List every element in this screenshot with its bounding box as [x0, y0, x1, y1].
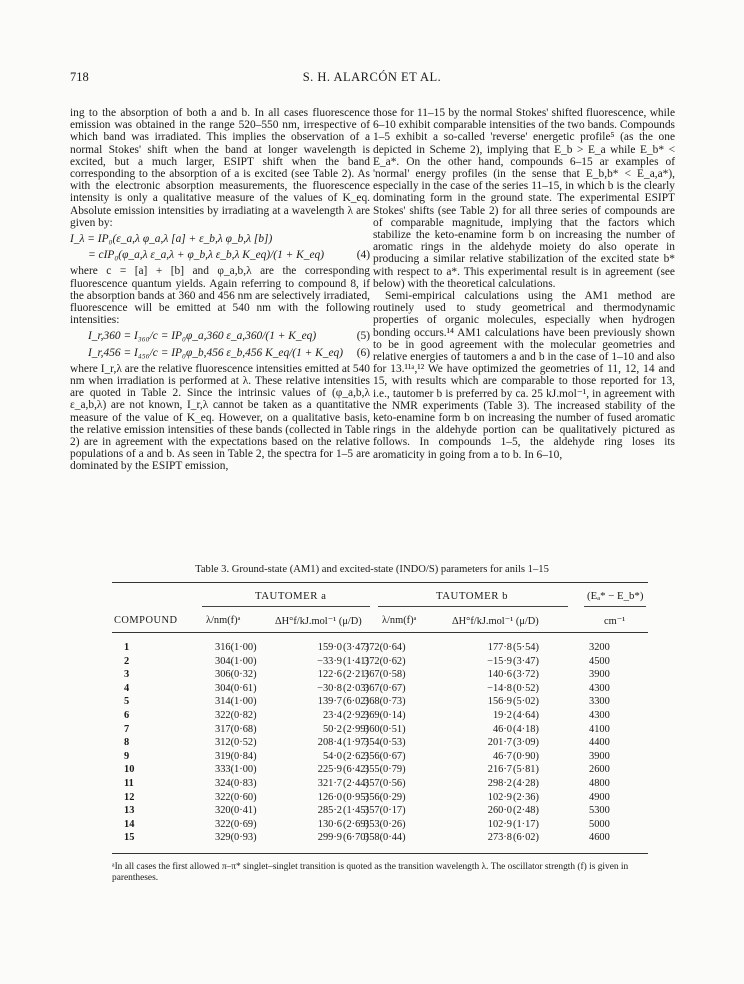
lambda-a-cell: 322(0·82)	[215, 710, 257, 721]
lambda-b-cell: 354(0·53)	[364, 737, 406, 749]
dipole-b-cell: (0·90)	[513, 750, 539, 762]
enthalpy-a-cell: 321·7	[317, 778, 342, 789]
lambda-a-cell: 317(0·68)	[215, 723, 257, 735]
dipole-a-cell: (6·02)	[343, 696, 369, 708]
enthalpy-a-cell: 126·0	[317, 791, 342, 803]
compound-cell: 10	[124, 764, 135, 776]
compound-cell: 4	[124, 682, 130, 694]
lambda-b-cell: 358(0·44)	[364, 832, 406, 844]
enthalpy-b-cell: 156·9	[487, 696, 512, 708]
equation-4-line-2	[70, 249, 370, 261]
table-row	[112, 710, 648, 721]
enthalpy-b-cell: −15·9	[487, 655, 512, 667]
energy-diff-cell: 3200	[589, 642, 610, 653]
enthalpy-b-cell: 46·7	[492, 750, 512, 762]
enthalpy-a-cell: 159·0	[317, 642, 342, 653]
energy-diff-header: (Eₐ* − E_b*)	[587, 590, 644, 602]
energy-diff-cell: 4600	[589, 832, 610, 844]
compound-cell: 5	[124, 696, 130, 708]
table-row	[112, 778, 648, 789]
equation-5-number: (5)	[356, 330, 370, 343]
dipole-a-cell: (3·47)	[343, 642, 369, 653]
dipole-b-cell: (2·48)	[513, 805, 539, 817]
equation-5-text: I_r,360 = I₃₆₀/c = IP₀φ_a,360 ε_a,360/(1 + K_eq)	[88, 330, 317, 343]
enthalpy-b-cell: 102·9	[487, 818, 512, 830]
lambda-a-column-header: λ/nm(f)ᵃ	[206, 615, 241, 626]
dipole-a-cell: (2·69)	[343, 818, 369, 830]
table-bottom-rule	[112, 853, 648, 854]
dipole-b-cell: (3·47)	[513, 655, 539, 667]
energy-diff-rule	[584, 606, 646, 607]
energy-diff-cell: 4800	[589, 778, 610, 789]
enthalpy-b-column-header: ΔH°f/kJ.mol⁻¹ (μ/D)	[452, 616, 539, 627]
enthalpy-a-cell: 50·2	[322, 723, 342, 735]
equation-6-number: (6)	[356, 346, 370, 359]
compound-cell: 9	[124, 750, 130, 762]
lambda-a-cell: 320(0·41)	[215, 805, 257, 817]
compound-cell: 14	[124, 818, 135, 830]
dipole-a-cell: (2·99)	[343, 723, 369, 735]
enthalpy-a-cell: 299·9	[317, 832, 342, 844]
dipole-a-cell: (1·97)	[343, 737, 369, 749]
energy-diff-cell: 4900	[589, 791, 610, 803]
enthalpy-b-cell: 46·0	[492, 723, 512, 735]
table-row	[112, 724, 648, 735]
table-row	[112, 696, 648, 707]
dipole-b-cell: (4·64)	[513, 710, 539, 721]
dipole-a-cell: (2·44)	[343, 778, 369, 789]
dipole-b-cell: (4·28)	[513, 778, 539, 789]
dipole-a-cell: (2·21)	[343, 669, 369, 681]
equation-6-text: I_r,456 = I₄₅₆/c = IP₀φ_b,456 ε_b,456 K_eq/(1 + K_eq)	[88, 346, 344, 359]
table-row	[112, 764, 648, 775]
dipole-b-cell: (3·09)	[513, 737, 539, 749]
dipole-a-cell: (2·92)	[343, 710, 369, 721]
enthalpy-b-cell: 260·0	[487, 805, 512, 817]
running-head: S. H. ALARCÓN ET AL.	[302, 70, 442, 84]
energy-diff-cell: 4100	[589, 723, 610, 735]
enthalpy-a-cell: 139·7	[317, 696, 342, 708]
compound-cell: 11	[124, 778, 134, 789]
table-row	[112, 819, 648, 830]
lambda-b-cell: 357(0·17)	[364, 805, 406, 817]
lambda-b-cell: 353(0·26)	[364, 818, 406, 830]
lambda-a-cell: 306(0·32)	[215, 669, 257, 681]
compound-cell: 2	[124, 655, 130, 667]
lambda-b-cell: 357(0·56)	[364, 778, 406, 789]
table-footnote: ᵃIn all cases the first allowed π–π* singlet–singlet transition is quoted as the transition wavelength λ. The oscillator strength (f) is given in parentheses.	[112, 862, 629, 883]
left-column	[70, 107, 370, 473]
dipole-a-cell: (1·41)	[343, 655, 369, 667]
enthalpy-b-cell: 201·7	[487, 737, 512, 749]
lambda-b-cell: 367(0·67)	[364, 682, 406, 694]
table-row	[112, 642, 648, 653]
lambda-a-cell: 329(0·93)	[215, 832, 257, 844]
right-paragraph-2: Semi-empirical calculations using the AM1 method are routinely used to study geometrical and thermodynamic properties of organic molecules, especially when hydrogen bonding occurs.¹⁴ AM1 calculations have been previously shown to be in good agreement with the molecular geometries and relative energies of tautomers a and b in the case of 1–10 and also for 13.¹¹ᵃ,¹² We have optimized the geometries of 11, 12, 14 and 15, with results which are comparable to those reported for 13, i.e., tautomer b is preferred by ca. 25 kJ.mol⁻¹, in agreement with the NMR experiments (Table 3). The increased stability of the keto-enamine form b on increasing the number of fused aromatic rings in the aldehyde portion can be qualitatively pictured as follows. In compounds 1–5, the aldehyde ring loses its aromaticity in going from a to b. In 6–10,	[373, 290, 675, 461]
lambda-b-column-header: λ/nm(f)ᵃ	[382, 615, 417, 626]
lambda-a-cell: 319(0·84)	[215, 750, 257, 762]
enthalpy-b-cell: −14·8	[487, 682, 512, 694]
compound-cell: 13	[124, 805, 135, 817]
dipole-b-cell: (5·54)	[513, 642, 539, 653]
table-header-rule	[112, 632, 648, 633]
tautomer-a-rule	[202, 606, 370, 607]
enthalpy-b-cell: 298·2	[487, 778, 512, 789]
energy-diff-cell: 4500	[589, 655, 610, 667]
energy-diff-cell: 4300	[589, 710, 610, 721]
dipole-a-cell: (2·62)	[343, 750, 369, 762]
dipole-b-cell: (5·81)	[513, 764, 539, 776]
enthalpy-b-cell: 102·9	[487, 791, 512, 803]
right-column	[373, 107, 675, 461]
enthalpy-a-cell: 122·6	[317, 669, 342, 681]
enthalpy-b-cell: 19·2	[492, 710, 512, 721]
dipole-b-cell: (1·17)	[513, 818, 539, 830]
enthalpy-a-cell: 285·2	[317, 805, 342, 817]
dipole-b-cell: (3·72)	[513, 669, 539, 681]
energy-diff-cell: 4400	[589, 737, 610, 749]
energy-diff-cell: 2600	[589, 764, 610, 776]
table-row	[112, 669, 648, 680]
lambda-b-cell: 372(0·62)	[364, 655, 406, 667]
table-row	[112, 832, 648, 843]
equation-4-line-2-text: = cIP₀(φ_a,λ ε_a,λ + φ_b,λ ε_b,λ K_eq)/(1 + K_eq)	[88, 249, 324, 262]
enthalpy-b-cell: 140·6	[487, 669, 512, 681]
enthalpy-b-cell: 177·8	[487, 642, 512, 653]
dipole-a-cell: (2·03)	[343, 682, 369, 694]
enthalpy-a-cell: 225·9	[317, 764, 342, 776]
energy-unit-column-header: cm⁻¹	[604, 616, 626, 627]
enthalpy-a-cell: 130·6	[317, 818, 342, 830]
dipole-a-cell: (0·95)	[343, 791, 369, 803]
tautomer-b-header: TAUTOMER b	[436, 590, 509, 602]
enthalpy-a-cell: 208·4	[317, 737, 342, 749]
table-row	[112, 737, 648, 748]
table-row	[112, 683, 648, 694]
energy-diff-cell: 5000	[589, 818, 610, 830]
energy-diff-cell: 3300	[589, 696, 610, 708]
page-header	[70, 70, 674, 86]
lambda-b-cell: 369(0·14)	[364, 710, 406, 721]
left-paragraph-3: where I_r,λ are the relative fluorescence intensities emitted at 540 nm when irradiation is performed at λ. These relative intensities are quoted in Table 2. Since the intrinsic values of (φ_a,b,λ ε_a,b,λ) are not known, I_r,λ cannot be taken as a quantitative measure of the value of K_eq. However, on a qualitative basis, the relative emission intensities of these bands (collected in Table 2) are in agreement with the expectations based on the relative populations of a and b. As seen in Table 2, the spectra for 1–5 are dominated by the ESIPT emission,	[70, 362, 370, 473]
lambda-b-cell: 368(0·73)	[364, 696, 406, 708]
lambda-a-cell: 322(0·69)	[215, 818, 257, 830]
tautomer-b-rule	[378, 606, 568, 607]
energy-diff-cell: 3900	[589, 669, 610, 681]
right-paragraph-1: those for 11–15 by the normal Stokes' shifted fluorescence, while 6–10 exhibit comparable intensities of the two bands. Compounds 1–5 exhibit a so-called 'reverse' energetic profile⁵ (as the one depicted in Scheme 2), implying that E_b > E_a while E_b* < E_a*. On the other hand, compounds 6–15 ar examples of 'normal' energy profiles (in the sense that E_b,b* < E_a,a*), especially in the case of the series 11–15, in which b is the clearly dominating form in the ground state. The experimental ESIPT Stokes' shifts (see Table 2) for all three series of compounds are of comparable magnitude, implying that the factors which stabilize the keto-enamine form b on increasing the number of aromatic rings in the aldehyde moiety do also operate in producing a similar relative stabilization of the excited state b* with respect to a*. This experimental result is in agreement (see below) with the theoretical calculations.	[373, 107, 675, 290]
compound-cell: 7	[124, 723, 130, 735]
enthalpy-a-column-header: ΔH°f/kJ.mol⁻¹ (μ/D)	[275, 616, 362, 627]
compound-cell: 12	[124, 791, 135, 803]
lambda-a-cell: 314(1·00)	[215, 696, 257, 708]
table-row	[112, 751, 648, 762]
lambda-a-cell: 304(0·61)	[215, 682, 257, 694]
equation-4-number: (4)	[356, 249, 370, 262]
compound-cell: 3	[124, 669, 130, 681]
lambda-a-cell: 304(1·00)	[215, 655, 257, 667]
compound-cell: 1	[124, 642, 130, 653]
table-row	[112, 656, 648, 667]
lambda-b-cell: 356(0·29)	[364, 791, 406, 803]
lambda-b-cell: 372(0·64)	[364, 642, 406, 653]
lambda-a-cell: 322(0·60)	[215, 791, 257, 803]
energy-diff-cell: 4300	[589, 682, 610, 694]
dipole-b-cell: (5·02)	[513, 696, 539, 708]
dipole-a-cell: (6·42)	[343, 764, 369, 776]
table-row	[112, 805, 648, 816]
energy-diff-cell: 5300	[589, 805, 610, 817]
lambda-b-cell: 360(0·51)	[364, 723, 406, 735]
equation-4-line-1	[70, 233, 370, 245]
enthalpy-a-cell: 23·4	[322, 710, 342, 721]
enthalpy-b-cell: 273·8	[487, 832, 512, 844]
dipole-b-cell: (6·02)	[513, 832, 539, 844]
dipole-b-cell: (0·52)	[513, 682, 539, 694]
tautomer-a-header: TAUTOMER a	[255, 590, 327, 602]
table-caption: Table 3. Ground-state (AM1) and excited-state (INDO/S) parameters for anils 1–15	[195, 564, 549, 575]
enthalpy-a-cell: −33·9	[317, 655, 342, 667]
page-number: 718	[70, 70, 89, 84]
lambda-b-cell: 355(0·79)	[364, 764, 406, 776]
lambda-b-cell: 367(0·58)	[364, 669, 406, 681]
enthalpy-b-cell: 216·7	[487, 764, 512, 776]
compound-cell: 15	[124, 832, 135, 844]
dipole-a-cell: (6·70)	[343, 832, 369, 844]
left-paragraph-1: ing to the absorption of both a and b. In all cases fluorescence emission was obtained in the range 520–550 nm, irrespective of which band was irradiated. This implies the observation of a normal Stokes' shift when the band at longer wavelength is excited, but a much larger, ESIPT shift when the band corresponding to the absorption of a is excited (see Table 2). As with the electronic absorption measurements, the fluorescence intensity is only a qualitative measure of the values of K_eq. Absolute emission intensities by irradiating at a wavelength λ are given by:	[70, 107, 370, 229]
table-top-rule	[112, 582, 648, 583]
energy-diff-cell: 3900	[589, 750, 610, 762]
lambda-b-cell: 356(0·67)	[364, 750, 406, 762]
dipole-b-cell: (2·36)	[513, 791, 539, 803]
dipole-a-cell: (1·45)	[343, 805, 369, 817]
compound-cell: 8	[124, 737, 130, 749]
lambda-a-cell: 324(0·83)	[215, 778, 257, 789]
compound-column-header: COMPOUND	[114, 615, 178, 626]
enthalpy-a-cell: 54·0	[322, 750, 342, 762]
equation-6	[70, 347, 370, 359]
compound-cell: 6	[124, 710, 130, 721]
lambda-a-cell: 312(0·52)	[215, 737, 257, 749]
equation-4-line-1-text: I_λ = IP₀(ε_a,λ φ_a,λ [a] + ε_b,λ φ_b,λ [b])	[70, 233, 273, 246]
enthalpy-a-cell: −30·8	[317, 682, 342, 694]
lambda-a-cell: 316(1·00)	[215, 642, 257, 653]
dipole-b-cell: (4·18)	[513, 723, 539, 735]
left-paragraph-2: where c = [a] + [b] and φ_a,b,λ are the corresponding fluorescence quantum yields. Again referring to compound 8, if the absorption bands at 360 and 456 nm are selectively irradiated, fluorescence will be emitted at 540 nm with the following intensities:	[70, 265, 370, 327]
lambda-a-cell: 333(1·00)	[215, 764, 257, 776]
equation-5	[70, 330, 370, 342]
table-row	[112, 792, 648, 803]
